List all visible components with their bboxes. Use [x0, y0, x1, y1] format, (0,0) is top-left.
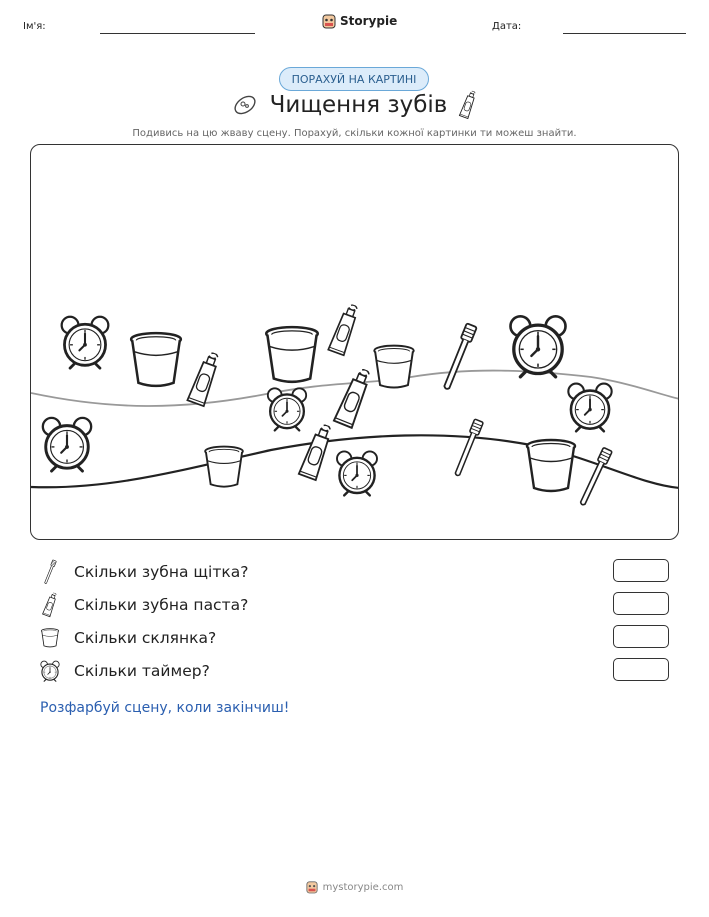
cup-icon: [264, 325, 320, 385]
name-field[interactable]: [100, 33, 255, 34]
storypie-mascot-icon: [306, 880, 318, 894]
question-text: Скільки зубна щітка?: [74, 563, 249, 581]
question-text: Скільки склянка?: [74, 629, 217, 647]
alarm-clock-icon: [264, 385, 310, 433]
question-text: Скільки зубна паста?: [74, 596, 249, 614]
title-row: [0, 90, 709, 120]
alarm-clock-icon: [564, 379, 616, 435]
alarm-clock-icon: [333, 447, 381, 499]
page-title: Чищення зубів: [269, 92, 448, 118]
cup-icon: [38, 626, 62, 650]
answer-box-cup[interactable]: [613, 625, 669, 648]
alarm-clock-icon: [38, 659, 62, 683]
question-text: Скільки таймер?: [74, 662, 210, 680]
answer-box-toothpaste[interactable]: [613, 592, 669, 615]
alarm-clock-icon: [505, 311, 571, 381]
cup-icon: [203, 445, 245, 489]
toothpaste-title-icon: [455, 88, 482, 122]
question-timer: [38, 659, 210, 683]
toothpaste-icon: [38, 593, 62, 617]
footer: [0, 880, 709, 894]
question-toothbrush: [38, 560, 248, 584]
answer-box-toothbrush[interactable]: [613, 559, 669, 582]
toothbrush-icon: [38, 560, 62, 584]
alarm-clock-icon: [57, 313, 113, 371]
coloring-note: Розфарбуй сцену, коли закінчиш!: [40, 700, 290, 716]
soap-icon: [232, 92, 258, 118]
cup-icon: [372, 344, 416, 390]
brand-name: Storypie: [340, 14, 398, 28]
counting-scene: [30, 144, 679, 540]
footer-url[interactable]: mystorypie.com: [322, 881, 404, 893]
answer-box-timer[interactable]: [613, 658, 669, 681]
brand-logo: [322, 13, 397, 29]
question-cup: [38, 626, 216, 650]
storypie-mascot-icon: [322, 13, 336, 29]
name-label: Ім'я:: [23, 21, 46, 32]
cup-icon: [129, 331, 183, 389]
alarm-clock-icon: [38, 413, 96, 475]
date-field[interactable]: [563, 33, 686, 34]
instructions: Подивись на цю жваву сцену. Порахуй, скільки кожної картинки ти можеш знайти.: [132, 128, 577, 139]
cup-icon: [525, 437, 577, 495]
question-toothpaste: [38, 593, 248, 617]
activity-badge: ПОРАХУЙ НА КАРТИНІ: [279, 67, 429, 91]
date-label: Дата:: [492, 21, 522, 32]
